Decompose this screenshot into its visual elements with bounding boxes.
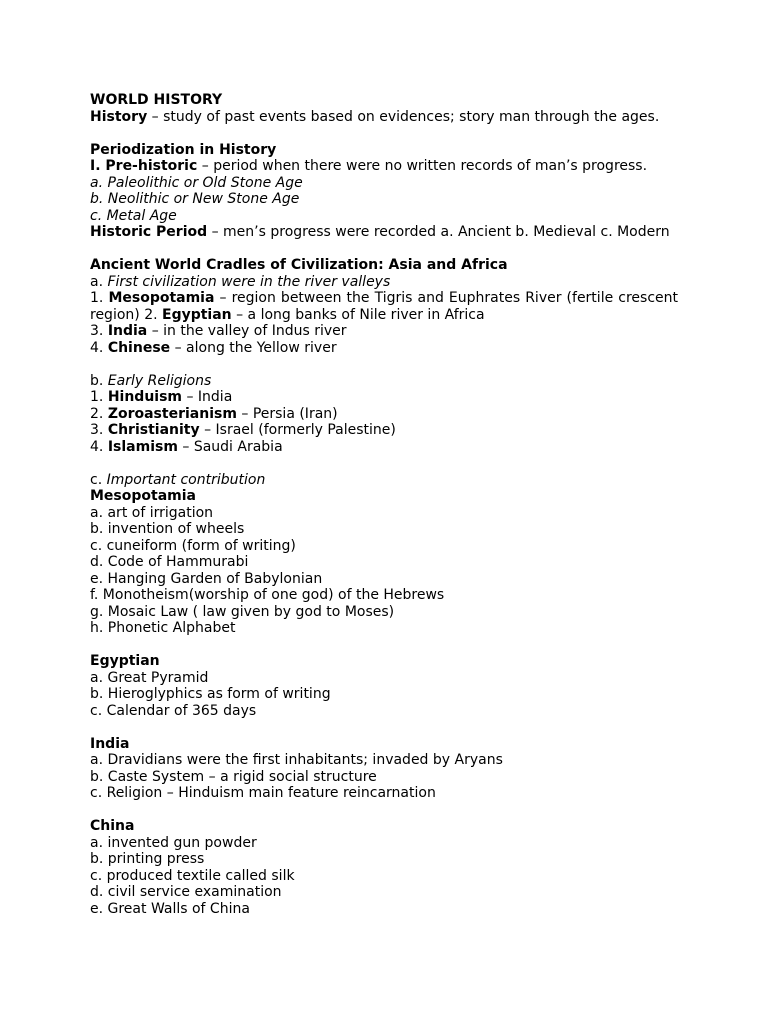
list-item: a. Dravidians were the first inhabitants; invaded by Aryans (90, 752, 503, 768)
history-definition-text: – study of past events based on evidences; story man through the ages. (147, 108, 660, 125)
periodization-heading: Periodization in History (90, 141, 277, 158)
list-item: c. cuneiform (form of writing) (90, 537, 296, 554)
contribution-heading: Egyptian (90, 653, 160, 669)
historic-label: Historic Period (90, 224, 208, 240)
age-item: c. Metal Age (90, 207, 177, 224)
subsection-c: c. Important contribution (90, 471, 266, 488)
subsection-b: b. Early Religions (90, 372, 212, 389)
history-definition (90, 109, 678, 126)
subsection-a: a. First civilization were in the river valleys (90, 273, 391, 290)
historic-text: – men’s progress were recorded a. Ancient b. Medieval c. Modern (207, 224, 670, 240)
list-item: g. Mosaic Law ( law given by god to Moses) (90, 603, 395, 620)
historic-line (90, 224, 678, 241)
list-item: d. civil service examination (90, 884, 282, 900)
list-item: c. Religion – Hinduism main feature reincarnation (90, 785, 436, 801)
list-item: a. Great Pyramid (90, 669, 209, 686)
spacer (90, 637, 678, 654)
spacer (90, 241, 678, 258)
contribution-heading: India (90, 735, 130, 752)
spacer (90, 802, 678, 819)
religion-item: 1. Hinduism – India (90, 389, 233, 405)
list-item: d. Code of Hammurabi (90, 554, 249, 570)
spacer (90, 455, 678, 472)
document-title: WORLD HISTORY (90, 92, 223, 108)
ancient-heading: Ancient World Cradles of Civilization: Asia and Africa (90, 257, 508, 273)
list-item: b. printing press (90, 851, 205, 867)
list-item: e. Great Walls of China (90, 900, 250, 917)
list-item: c. Calendar of 365 days (90, 702, 257, 719)
religion-item: 4. Islamism – Saudi Arabia (90, 438, 283, 455)
list-item: b. Caste System – a rigid social structure (90, 768, 377, 785)
civilization-item: 3. India – in the valley of Indus river (90, 323, 347, 339)
spacer (90, 125, 678, 142)
religion-item: 3. Christianity – Israel (formerly Palestine) (90, 422, 396, 438)
age-item: a. Paleolithic or Old Stone Age (90, 174, 303, 191)
civilization-item: 4. Chinese – along the Yellow river (90, 339, 337, 356)
prehistoric-label: I. Pre-historic (90, 158, 198, 174)
civilization-item: 1. Mesopotamia – region between the Tigris and Euphrates River (fertile crescent region) 2. Egyptian – a long banks of Nile river in Africa (90, 290, 678, 323)
list-item: c. produced textile called silk (90, 867, 295, 884)
list-item: a. art of irrigation (90, 504, 214, 521)
prehistoric-text: – period when there were no written records of man’s progress. (197, 158, 648, 174)
history-term: History (90, 108, 148, 125)
list-item: f. Monotheism(worship of one god) of the Hebrews (90, 587, 445, 603)
list-item: b. invention of wheels (90, 521, 245, 537)
prehistoric-line (90, 158, 678, 175)
list-item: a. invented gun powder (90, 834, 257, 851)
spacer (90, 719, 678, 736)
age-item: b. Neolithic or New Stone Age (90, 191, 300, 207)
contribution-heading: China (90, 818, 135, 834)
list-item: e. Hanging Garden of Babylonian (90, 570, 323, 587)
religion-item: 2. Zoroasterianism – Persia (Iran) (90, 405, 338, 422)
list-item: b. Hieroglyphics as form of writing (90, 686, 331, 702)
contribution-heading: Mesopotamia (90, 488, 196, 504)
document-page (90, 92, 678, 917)
list-item: h. Phonetic Alphabet (90, 620, 236, 636)
spacer (90, 356, 678, 373)
